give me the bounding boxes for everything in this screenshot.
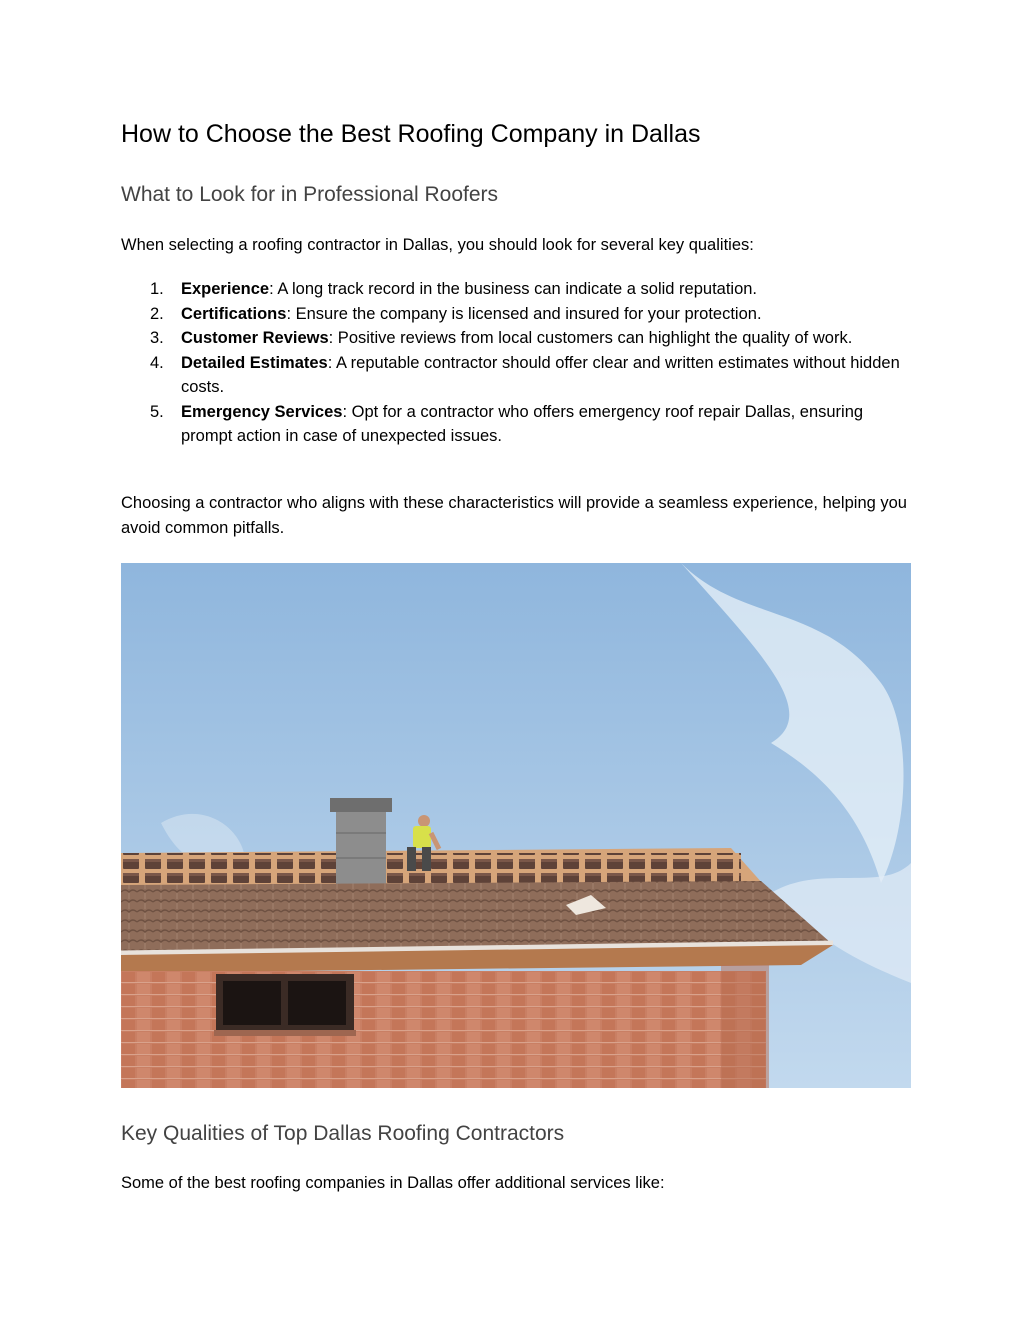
chimney — [336, 808, 386, 886]
list-text: : Positive reviews from local customers can highlight the quality of work. — [328, 329, 853, 347]
list-term: Emergency Services — [181, 402, 343, 421]
list-item — [121, 277, 911, 302]
list-number: 1. — [150, 280, 164, 298]
list-item — [121, 400, 911, 449]
list-text: : Ensure the company is licensed and insured for your protection. — [286, 304, 762, 323]
list-item — [121, 326, 911, 351]
list-number: 3. — [150, 329, 164, 347]
list-term: Certifications — [181, 304, 287, 323]
section-intro-paragraph: When selecting a roofing contractor in Dallas, you should look for several key qualities: — [121, 236, 754, 254]
list-number: 5. — [150, 402, 164, 421]
list-item — [121, 302, 911, 327]
section-heading-professional-roofers: What to Look for in Professional Roofers — [121, 183, 499, 206]
chimney-cap — [330, 798, 392, 812]
section-heading-key-qualities: Key Qualities of Top Dallas Roofing Contractors — [121, 1122, 565, 1145]
list-term: Detailed Estimates — [181, 353, 328, 372]
section-conclusion-paragraph: Choosing a contractor who aligns with these characteristics will provide a seamless experience, helping you avoid common pitfalls. — [121, 494, 907, 537]
list-item — [121, 351, 911, 400]
list-text: : A long track record in the business can indicate a solid reputation. — [269, 280, 758, 298]
roofer-on-roof-photo — [121, 563, 911, 1088]
key-qualities-list — [121, 277, 911, 449]
section-intro-paragraph: Some of the best roofing companies in Dallas offer additional services like: — [121, 1174, 665, 1192]
list-number: 2. — [150, 304, 164, 323]
list-term: Customer Reviews — [181, 329, 329, 347]
list-term: Experience — [181, 280, 270, 298]
list-text: : A reputable contractor should offer clear and written estimates without hidden costs. — [181, 353, 900, 396]
page-title: How to Choose the Best Roofing Company in Dallas — [121, 120, 701, 148]
list-number: 4. — [150, 353, 164, 372]
list-text: : Opt for a contractor who offers emergency roof repair Dallas, ensuring prompt action in case of unexpected issues. — [181, 402, 864, 445]
